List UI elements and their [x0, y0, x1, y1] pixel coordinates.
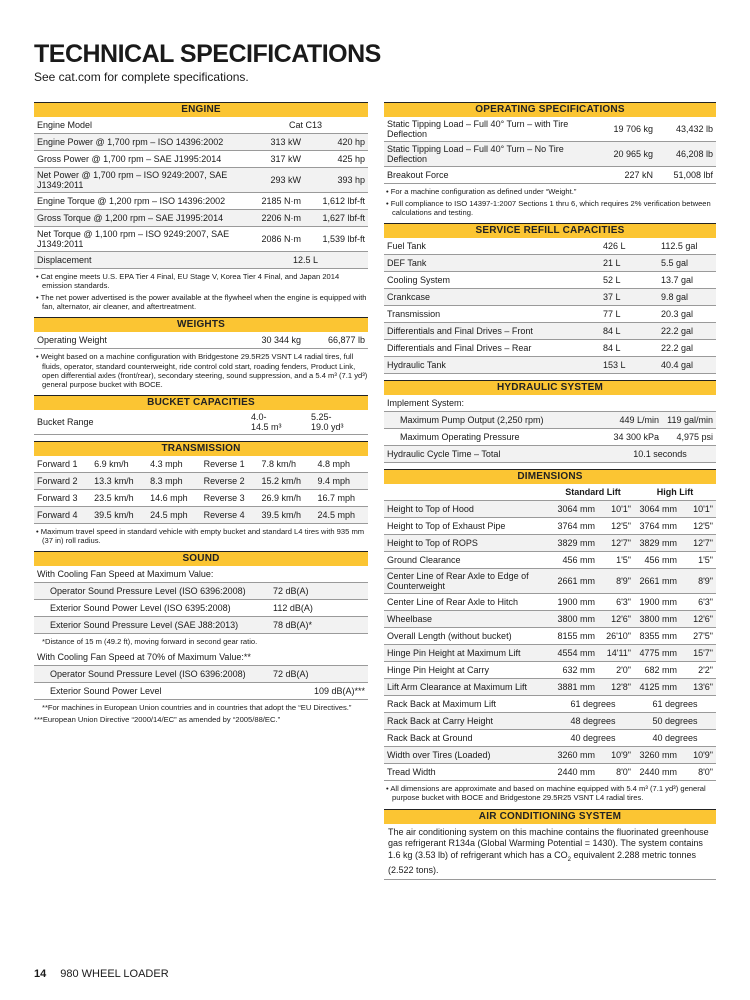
- high-ft: 13'6": [680, 679, 716, 696]
- operating-table: [384, 117, 716, 184]
- std-ft: 14'11": [598, 645, 634, 662]
- ac-description: The air conditioning system on this machine contains the fluorinated greenhouse gas refrigerant R134a (Global Warming Potential = 1430). The system contains 1.6 kg (3.53 lb) of refrigerant which has a $CO_2$ equivalent 2.288 metric tonnes (2.522 tons).: [384, 824, 716, 881]
- spec-label: Wheelbase: [384, 611, 552, 628]
- speed-metric: 23.5 km/h: [91, 489, 147, 506]
- weights-header: WEIGHTS: [34, 317, 368, 332]
- spec-value-metric: 2086 N·m: [236, 227, 304, 252]
- speed-metric: 15.2 km/h: [258, 472, 314, 489]
- std-angle: 48 degrees: [552, 713, 634, 730]
- sound-table-1: [34, 566, 368, 634]
- table-row: [34, 617, 368, 634]
- spec-label: Static Tipping Load – Full 40° Turn – with Tire Deflection: [384, 117, 592, 142]
- ac-section: [384, 809, 716, 881]
- spec-label: Height to Top of Exhaust Pipe: [384, 518, 552, 535]
- table-row: [34, 649, 368, 666]
- spec-value-metric: 4.0- 14.5 m³: [248, 410, 308, 435]
- gear-label: Reverse 2: [201, 472, 259, 489]
- spec-label: Crankcase: [384, 289, 600, 306]
- spec-value-imperial: 5.5 gal: [658, 255, 716, 272]
- bucket-header: BUCKET CAPACITIES: [34, 395, 368, 410]
- std-mm: 632 mm: [552, 662, 598, 679]
- spec-label: Hinge Pin Height at Maximum Lift: [384, 645, 552, 662]
- spec-label: Maximum Pump Output (2,250 rpm): [384, 412, 604, 429]
- std-mm: 1900 mm: [552, 594, 598, 611]
- spec-value: 72 dB(A): [270, 583, 368, 600]
- page-number: 14: [34, 968, 47, 980]
- std-ft: 1'5": [598, 552, 634, 569]
- spec-value-imperial: 43,432 lb: [656, 117, 716, 142]
- sound-note: **For machines in European Union countries and in countries that adopt the “EU Directives.”: [42, 703, 352, 713]
- std-ft: 10'9": [598, 747, 634, 764]
- std-ft: 8'0": [598, 764, 634, 781]
- std-ft: 8'9": [598, 569, 634, 594]
- dimensions-table: [384, 484, 716, 781]
- weights-section: [34, 317, 368, 388]
- blank-header: [384, 484, 552, 501]
- dimensions-section: [384, 469, 716, 802]
- speed-imperial: 14.6 mph: [147, 489, 201, 506]
- high-mm: 3764 mm: [634, 518, 680, 535]
- speed-imperial: 4.8 mph: [314, 456, 368, 473]
- spec-label: Exterior Sound Power Level: [34, 683, 270, 700]
- table-row: [34, 472, 368, 489]
- std-ft: 12'7": [598, 535, 634, 552]
- table-row: [34, 227, 368, 252]
- spec-value-metric: 313 kW: [236, 134, 304, 151]
- spec-label: Differentials and Final Drives – Rear: [384, 340, 600, 357]
- table-row: [34, 210, 368, 227]
- std-mm: 2661 mm: [552, 569, 598, 594]
- engine-header: ENGINE: [34, 102, 368, 117]
- table-row: [384, 535, 716, 552]
- spec-label: Differentials and Final Drives – Front: [384, 323, 600, 340]
- table-row: [384, 696, 716, 713]
- spec-value-metric: 34 300 kPa: [604, 429, 662, 446]
- spec-label: Maximum Operating Pressure: [384, 429, 604, 446]
- high-mm: 3800 mm: [634, 611, 680, 628]
- std-ft: 6'3": [598, 594, 634, 611]
- transmission-table: [34, 456, 368, 524]
- table-row: [384, 446, 716, 463]
- sound-note: *Distance of 15 m (49.2 ft), moving forward in second gear ratio.: [42, 637, 258, 647]
- table-row: [384, 628, 716, 645]
- spec-label: Tread Width: [384, 764, 552, 781]
- speed-metric: 6.9 km/h: [91, 456, 147, 473]
- spec-label: Lift Arm Clearance at Maximum Lift: [384, 679, 552, 696]
- spec-label: Rack Back at Ground: [384, 730, 552, 747]
- spec-value: 112 dB(A): [270, 600, 368, 617]
- high-ft: 6'3": [680, 594, 716, 611]
- spec-label: Displacement: [34, 252, 236, 269]
- spec-label: Operator Sound Pressure Level (ISO 6396:2008): [34, 583, 270, 600]
- page-subtitle: See cat.com for complete specifications.: [34, 70, 249, 84]
- spec-value-imperial: 9.8 gal: [658, 289, 716, 306]
- high-angle: 61 degrees: [634, 696, 716, 713]
- std-mm: 8155 mm: [552, 628, 598, 645]
- speed-metric: 7.8 km/h: [258, 456, 314, 473]
- table-row: [34, 193, 368, 210]
- operating-note: • For a machine configuration as defined under “Weight.”: [386, 187, 577, 196]
- spec-label: Center Line of Rear Axle to Hitch: [384, 594, 552, 611]
- table-row: [34, 583, 368, 600]
- spec-value-metric: 84 L: [600, 323, 658, 340]
- table-row: [384, 662, 716, 679]
- table-row: [384, 569, 716, 594]
- spec-value-imperial: 20.3 gal: [658, 306, 716, 323]
- spec-value-imperial: 13.7 gal: [658, 272, 716, 289]
- spec-label: Net Torque @ 1,100 rpm – ISO 9249:2007, SAE J1349:2011: [34, 227, 236, 252]
- spec-value-metric: 449 L/min: [604, 412, 662, 429]
- table-row: [384, 611, 716, 628]
- speed-imperial: 16.7 mph: [314, 489, 368, 506]
- spec-label: DEF Tank: [384, 255, 600, 272]
- gear-label: Reverse 1: [201, 456, 259, 473]
- table-header-row: [384, 484, 716, 501]
- operating-note: • Full compliance to ISO 14397-1:2007 Sections 1 thru 6, which requires 2% verification between calculations and testing.: [386, 199, 711, 218]
- table-row: [34, 410, 368, 435]
- spec-value-imperial: 112.5 gal: [658, 238, 716, 255]
- spec-value-imperial: 4,975 psi: [662, 429, 716, 446]
- spec-value-metric: 52 L: [600, 272, 658, 289]
- spec-label: Engine Model: [34, 117, 236, 134]
- spec-label: Engine Torque @ 1,200 rpm – ISO 14396:2002: [34, 193, 236, 210]
- table-row: [384, 238, 716, 255]
- high-mm: 682 mm: [634, 662, 680, 679]
- high-mm: 3260 mm: [634, 747, 680, 764]
- high-ft: 1'5": [680, 552, 716, 569]
- spec-value-metric: 20 965 kg: [592, 142, 656, 167]
- spec-label: Hydraulic Tank: [384, 357, 600, 374]
- table-row: [34, 332, 368, 349]
- table-row: [384, 730, 716, 747]
- spec-label: Overall Length (without bucket): [384, 628, 552, 645]
- spec-value-metric: 84 L: [600, 340, 658, 357]
- refill-section: [384, 223, 716, 374]
- spec-label: Bucket Range: [34, 410, 248, 435]
- std-angle: 61 degrees: [552, 696, 634, 713]
- table-row: [34, 683, 368, 700]
- gear-label: Forward 2: [34, 472, 91, 489]
- spec-value-imperial: 420 hp: [304, 134, 368, 151]
- std-ft: 26'10": [598, 628, 634, 645]
- spec-value-metric: 77 L: [600, 306, 658, 323]
- spec-label: Rack Back at Carry Height: [384, 713, 552, 730]
- spec-value-metric: 227 kN: [592, 167, 656, 184]
- table-row: [34, 489, 368, 506]
- table-row: [384, 255, 716, 272]
- table-row: [384, 412, 716, 429]
- table-row: [384, 167, 716, 184]
- high-ft: 10'1": [680, 501, 716, 518]
- speed-metric: 26.9 km/h: [258, 489, 314, 506]
- table-row: [384, 501, 716, 518]
- spec-label: Center Line of Rear Axle to Edge of Counterweight: [384, 569, 552, 594]
- spec-label: Net Power @ 1,700 rpm – ISO 9249:2007, SAE J1349:2011: [34, 168, 236, 193]
- spec-label: Exterior Sound Power Level (ISO 6395:2008): [34, 600, 270, 617]
- table-row: [34, 666, 368, 683]
- std-mm: 3064 mm: [552, 501, 598, 518]
- dimensions-header: DIMENSIONS: [384, 469, 716, 484]
- table-row: [34, 456, 368, 473]
- sound-group-label: With Cooling Fan Speed at Maximum Value:: [34, 566, 368, 583]
- spec-label: Hydraulic Cycle Time – Total: [384, 446, 604, 463]
- spec-value-imperial: 1,627 lbf-ft: [304, 210, 368, 227]
- operating-header: OPERATING SPECIFICATIONS: [384, 102, 716, 117]
- spec-value-metric: 37 L: [600, 289, 658, 306]
- high-mm: 4775 mm: [634, 645, 680, 662]
- speed-imperial: 8.3 mph: [147, 472, 201, 489]
- std-angle: 40 degrees: [552, 730, 634, 747]
- spec-value: Cat C13: [236, 117, 368, 134]
- high-mm: 1900 mm: [634, 594, 680, 611]
- sound-group-label: With Cooling Fan Speed at 70% of Maximum Value:**: [34, 649, 368, 666]
- table-row: [384, 340, 716, 357]
- spec-label: Transmission: [384, 306, 600, 323]
- sound-header: SOUND: [34, 551, 368, 566]
- table-row: [384, 679, 716, 696]
- sound-note: ***European Union Directive “2000/14/EC” as amended by “2005/88/EC.”: [34, 715, 281, 725]
- spec-value-metric: 293 kW: [236, 168, 304, 193]
- high-ft: 12'6": [680, 611, 716, 628]
- spec-label: Height to Top of Hood: [384, 501, 552, 518]
- spec-value-metric: 153 L: [600, 357, 658, 374]
- spec-value-metric: 19 706 kg: [592, 117, 656, 142]
- col-standard-lift: Standard Lift: [552, 484, 634, 501]
- spec-label: Breakout Force: [384, 167, 592, 184]
- table-row: [384, 142, 716, 167]
- high-ft: 12'5": [680, 518, 716, 535]
- page-footer: [34, 968, 169, 980]
- spec-value-metric: 21 L: [600, 255, 658, 272]
- speed-imperial: 24.5 mph: [314, 506, 368, 523]
- spec-label: Gross Power @ 1,700 rpm – SAE J1995:2014: [34, 151, 236, 168]
- spec-value-imperial: 46,208 lb: [656, 142, 716, 167]
- bucket-section: [34, 395, 368, 435]
- high-mm: 2440 mm: [634, 764, 680, 781]
- table-row: [384, 764, 716, 781]
- table-row: [384, 306, 716, 323]
- high-mm: 8355 mm: [634, 628, 680, 645]
- spec-value-imperial: 425 hp: [304, 151, 368, 168]
- transmission-header: TRANSMISSION: [34, 441, 368, 456]
- table-row: [384, 323, 716, 340]
- spec-value: 78 dB(A)*: [270, 617, 368, 634]
- gear-label: Reverse 3: [201, 489, 259, 506]
- std-mm: 3829 mm: [552, 535, 598, 552]
- high-mm: 456 mm: [634, 552, 680, 569]
- table-row: [34, 151, 368, 168]
- sound-table-2: [34, 649, 368, 700]
- spec-value-imperial: 393 hp: [304, 168, 368, 193]
- table-row: [384, 518, 716, 535]
- spec-label: Width over Tires (Loaded): [384, 747, 552, 764]
- hydraulic-section: [384, 380, 716, 463]
- table-row: [384, 645, 716, 662]
- dimensions-note: • All dimensions are approximate and based on machine equipped with 5.4 m³ (7.1 yd³) general purpose bucket with BOCE and Bridgestone 29.5R25 VSNT L4 radial tires.: [386, 784, 706, 803]
- spec-value-imperial: 22.2 gal: [658, 323, 716, 340]
- table-row: [384, 117, 716, 142]
- gear-label: Forward 1: [34, 456, 91, 473]
- spec-value: 72 dB(A): [270, 666, 368, 683]
- spec-label: Exterior Sound Pressure Level (SAE J88:2013): [34, 617, 270, 634]
- spec-label: Height to Top of ROPS: [384, 535, 552, 552]
- page-title: TECHNICAL SPECIFICATIONS: [34, 40, 381, 68]
- sound-section: [34, 551, 368, 724]
- spec-label: Ground Clearance: [384, 552, 552, 569]
- speed-metric: 39.5 km/h: [258, 506, 314, 523]
- std-mm: 4554 mm: [552, 645, 598, 662]
- refill-table: [384, 238, 716, 374]
- spec-value-imperial: 5.25- 19.0 yd³: [308, 410, 368, 435]
- spec-label: Static Tipping Load – Full 40° Turn – No Tire Deflection: [384, 142, 592, 167]
- high-mm: 3064 mm: [634, 501, 680, 518]
- refill-header: SERVICE REFILL CAPACITIES: [384, 223, 716, 238]
- table-row: [34, 506, 368, 523]
- table-row: [384, 713, 716, 730]
- spec-value-metric: 2185 N·m: [236, 193, 304, 210]
- high-angle: 50 degrees: [634, 713, 716, 730]
- high-ft: 12'7": [680, 535, 716, 552]
- high-ft: 8'0": [680, 764, 716, 781]
- std-mm: 456 mm: [552, 552, 598, 569]
- weights-table: [34, 332, 368, 349]
- col-high-lift: High Lift: [634, 484, 716, 501]
- spec-value-imperial: 40.4 gal: [658, 357, 716, 374]
- left-column: [34, 102, 368, 730]
- high-ft: 8'9": [680, 569, 716, 594]
- table-row: [34, 600, 368, 617]
- high-mm: 3829 mm: [634, 535, 680, 552]
- speed-metric: 13.3 km/h: [91, 472, 147, 489]
- spec-label: Operating Weight: [34, 332, 236, 349]
- spec-label: Hinge Pin Height at Carry: [384, 662, 552, 679]
- hydraulic-group-label: Implement System:: [384, 395, 716, 412]
- table-row: [384, 272, 716, 289]
- std-mm: 3800 mm: [552, 611, 598, 628]
- spec-value-imperial: 22.2 gal: [658, 340, 716, 357]
- spec-value-metric: 426 L: [600, 238, 658, 255]
- spec-label: Cooling System: [384, 272, 600, 289]
- std-ft: 12'5": [598, 518, 634, 535]
- speed-imperial: 9.4 mph: [314, 472, 368, 489]
- std-ft: 2'0": [598, 662, 634, 679]
- std-ft: 10'1": [598, 501, 634, 518]
- table-row: [34, 134, 368, 151]
- speed-metric: 39.5 km/h: [91, 506, 147, 523]
- spec-label: Fuel Tank: [384, 238, 600, 255]
- gear-label: Reverse 4: [201, 506, 259, 523]
- high-ft: 10'9": [680, 747, 716, 764]
- std-mm: 3260 mm: [552, 747, 598, 764]
- high-mm: 2661 mm: [634, 569, 680, 594]
- engine-table: [34, 117, 368, 269]
- weights-note: • Weight based on a machine configuration with Bridgestone 29.5R25 VSNT L4 radial tires, full fluids, operator, standard counterweight, ride control cold start, roading fenders, Product Link, open differential axles (front/rear), secondary steering, sound suppression, and a 5.4 m³ (7.1 yd³) general purpose bucket with BOCE.: [36, 352, 368, 389]
- std-mm: 2440 mm: [552, 764, 598, 781]
- spec-value-metric: 30 344 kg: [236, 332, 304, 349]
- high-ft: 15'7": [680, 645, 716, 662]
- table-row: [34, 252, 368, 269]
- std-ft: 12'8": [598, 679, 634, 696]
- spec-value-imperial: 51,008 lbf: [656, 167, 716, 184]
- high-angle: 40 degrees: [634, 730, 716, 747]
- hydraulic-table: [384, 395, 716, 463]
- bucket-table: [34, 410, 368, 435]
- std-mm: 3881 mm: [552, 679, 598, 696]
- high-mm: 4125 mm: [634, 679, 680, 696]
- speed-imperial: 24.5 mph: [147, 506, 201, 523]
- high-ft: 27'5": [680, 628, 716, 645]
- std-mm: 3764 mm: [552, 518, 598, 535]
- table-row: [384, 289, 716, 306]
- transmission-note: • Maximum travel speed in standard vehicle with empty bucket and standard L4 tires with 935 mm (37 in) roll radius.: [36, 526, 365, 545]
- spec-value: 109 dB(A)***: [270, 683, 368, 700]
- table-row: [34, 117, 368, 134]
- spec-value: 12.5 L: [236, 252, 368, 269]
- ac-header: AIR CONDITIONING SYSTEM: [384, 809, 716, 824]
- hydraulic-header: HYDRAULIC SYSTEM: [384, 380, 716, 395]
- spec-label: Gross Torque @ 1,200 rpm – SAE J1995:2014: [34, 210, 236, 227]
- engine-note: • The net power advertised is the power available at the flywheel when the engine is equipped with fan, alternator, air cleaner, and aftertreatment.: [36, 293, 367, 312]
- right-column: [384, 102, 716, 886]
- gear-label: Forward 4: [34, 506, 91, 523]
- spec-value-metric: 2206 N·m: [236, 210, 304, 227]
- table-row: [384, 747, 716, 764]
- std-ft: 12'6": [598, 611, 634, 628]
- footer-label: 980 WHEEL LOADER: [60, 968, 169, 980]
- engine-section: [34, 102, 368, 311]
- table-row: [34, 168, 368, 193]
- spec-label: Engine Power @ 1,700 rpm – ISO 14396:2002: [34, 134, 236, 151]
- spec-label: Operator Sound Pressure Level (ISO 6396:2008): [34, 666, 270, 683]
- gear-label: Forward 3: [34, 489, 91, 506]
- table-row: [384, 395, 716, 412]
- table-row: [384, 594, 716, 611]
- spec-value-imperial: 119 gal/min: [662, 412, 716, 429]
- spec-value-imperial: 1,612 lbf-ft: [304, 193, 368, 210]
- spec-value: 10.1 seconds: [604, 446, 716, 463]
- table-row: [384, 429, 716, 446]
- high-ft: 2'2": [680, 662, 716, 679]
- spec-value-imperial: 66,877 lb: [304, 332, 368, 349]
- table-row: [384, 357, 716, 374]
- operating-section: [384, 102, 716, 217]
- spec-value-imperial: 1,539 lbf-ft: [304, 227, 368, 252]
- spec-value-metric: 317 kW: [236, 151, 304, 168]
- speed-imperial: 4.3 mph: [147, 456, 201, 473]
- engine-note: • Cat engine meets U.S. EPA Tier 4 Final, EU Stage V, Korea Tier 4 Final, and Japan 2014 emission standards.: [36, 272, 340, 291]
- table-row: [34, 566, 368, 583]
- transmission-section: [34, 441, 368, 545]
- spec-label: Rack Back at Maximum Lift: [384, 696, 552, 713]
- table-row: [384, 552, 716, 569]
